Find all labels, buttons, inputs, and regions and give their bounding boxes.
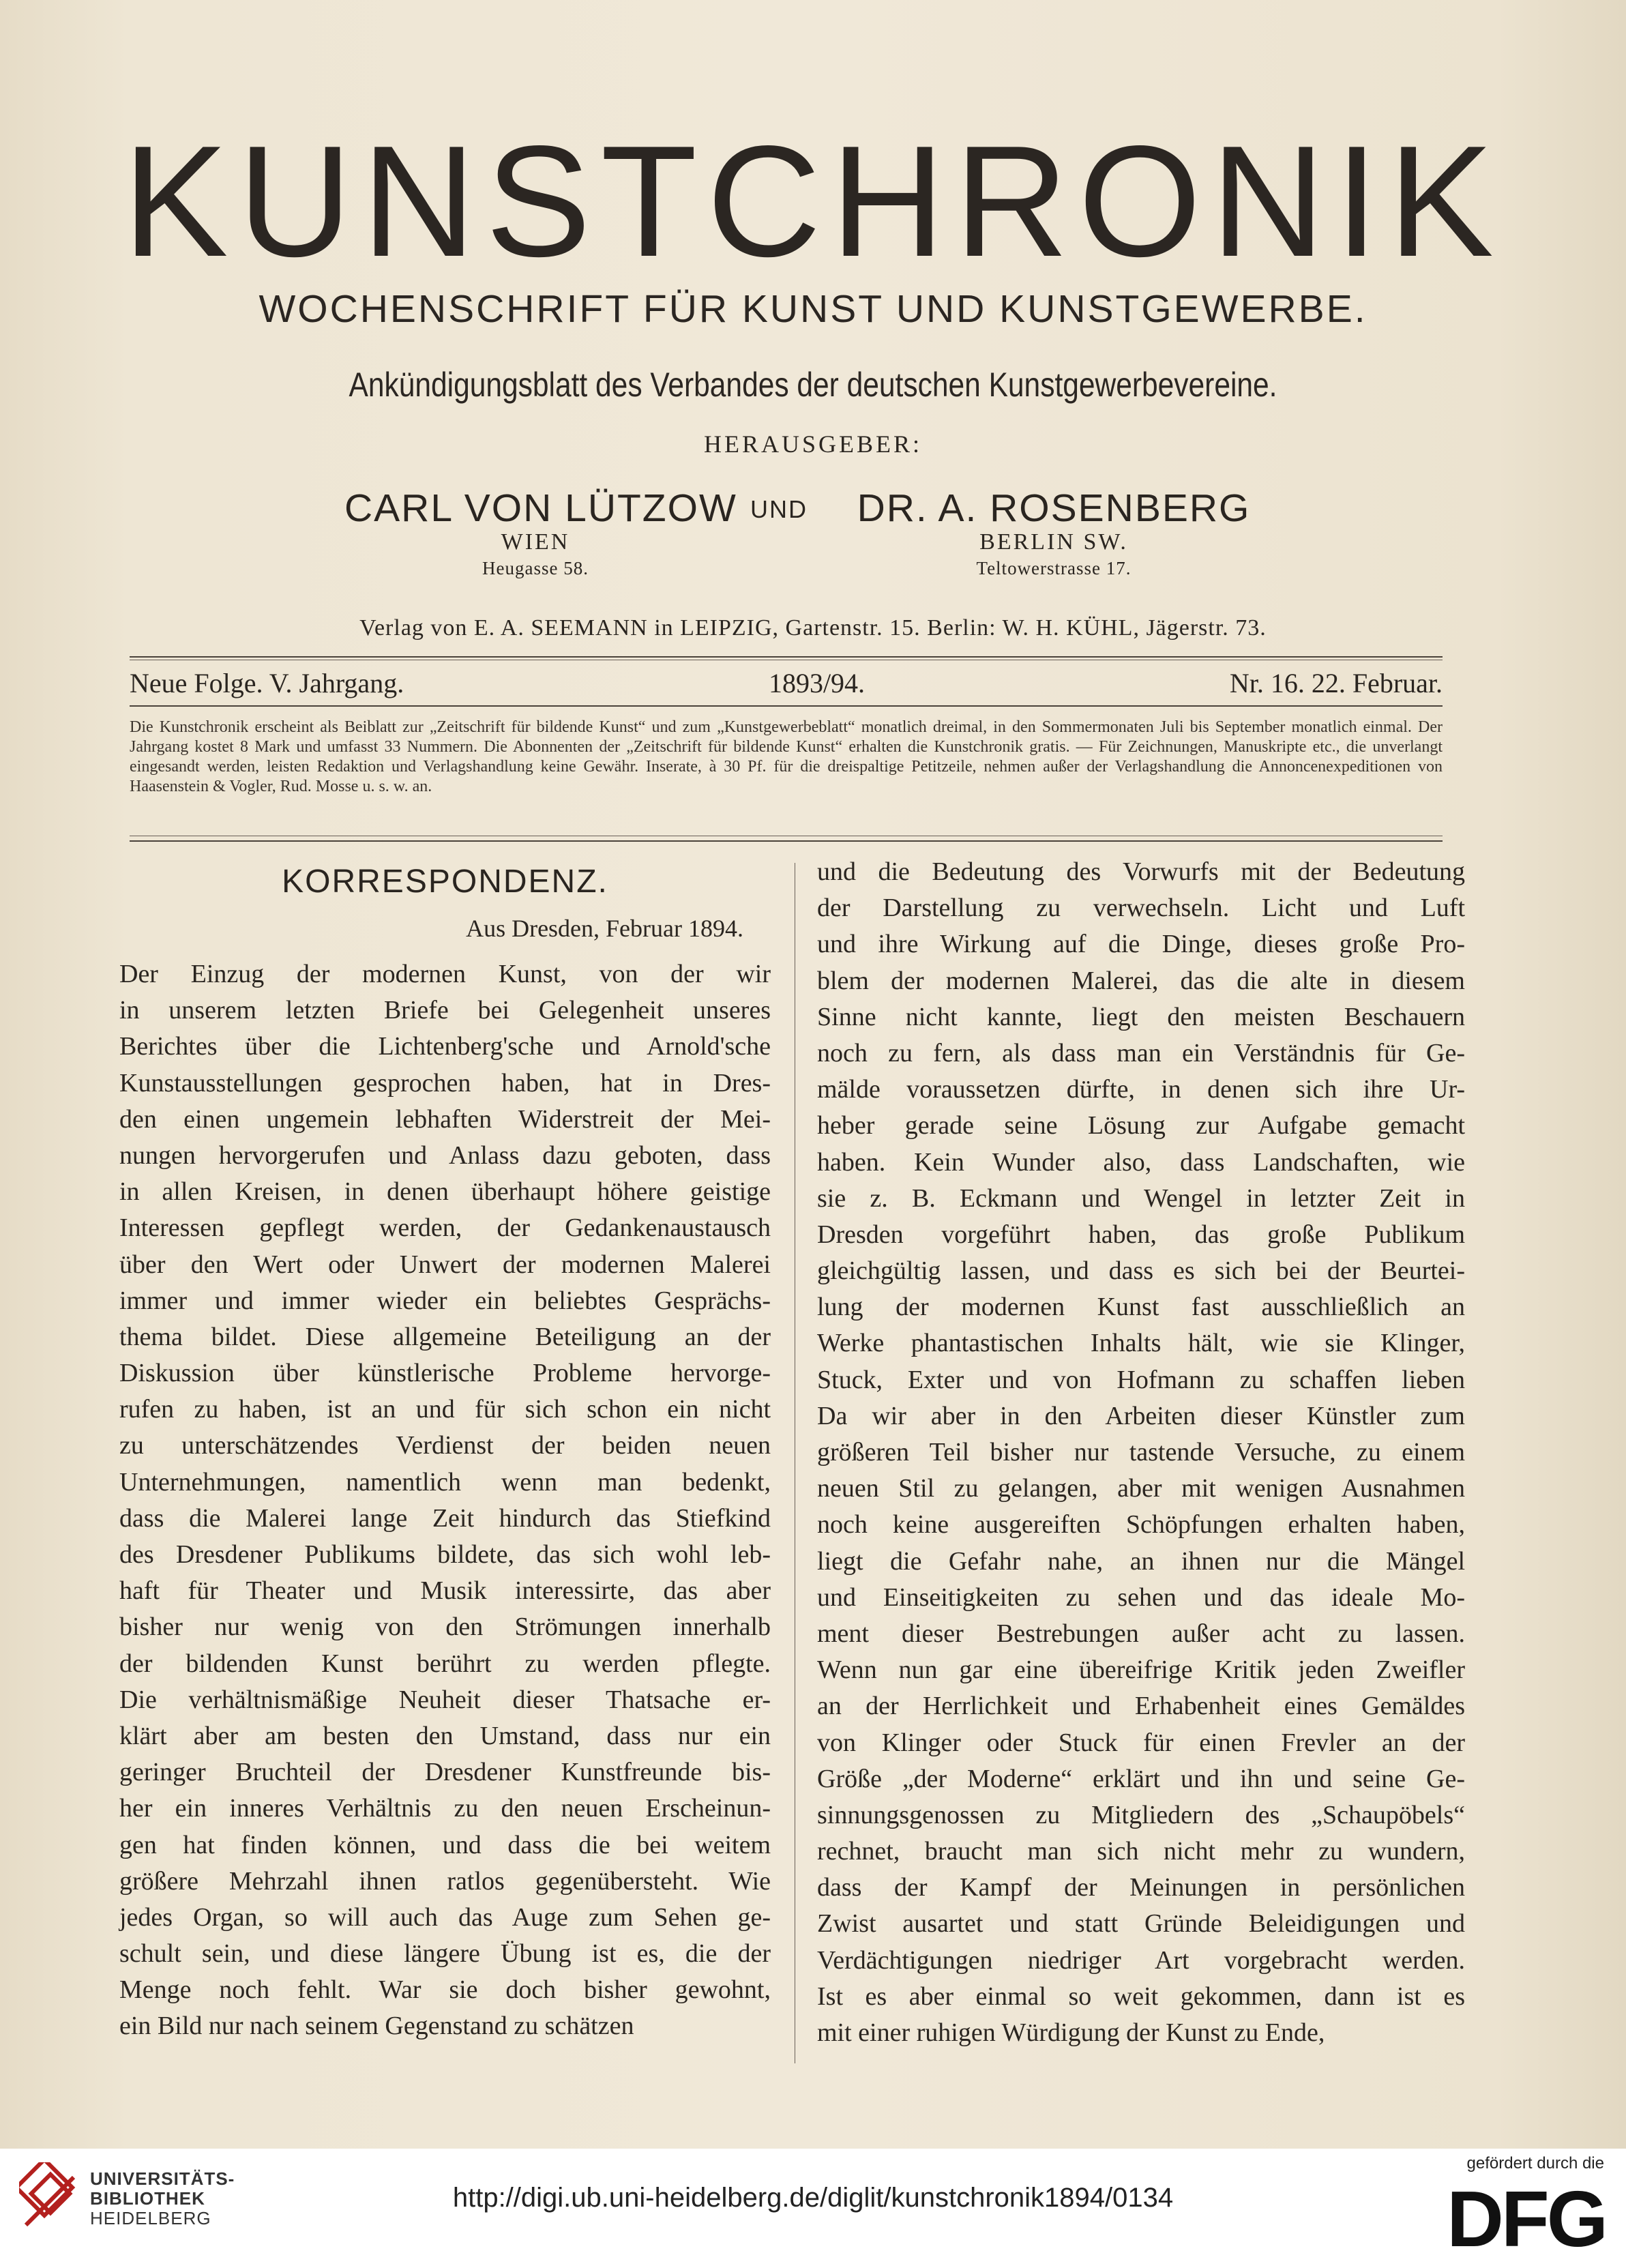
article-left-column [119, 956, 771, 2045]
text-line: nungen hervorgerufen und Anlass dazu geboten, dass [119, 1140, 771, 1170]
text-line: in unserem letzten Briefe bei Gelegenheit unseres [119, 996, 771, 1025]
text-line: ment dieser Bestrebungen außer acht zu lassen. [817, 1619, 1465, 1648]
issue-number: Nr. 16. 22. Februar. [1229, 668, 1443, 698]
text-line: blem der modernen Malerei, das die alte in diesem [817, 966, 1465, 995]
text-line: neuen Stil zu gelangen, aber mit wenigen Ausnahmen [817, 1474, 1465, 1503]
editor-address: Teltowerstrasse 17. [976, 558, 1132, 578]
text-line: lung der modernen Kunst fast ausschließlich an [817, 1293, 1465, 1322]
text-line: den einen ungemein lebhaften Widerstreit der Mei- [119, 1104, 771, 1134]
dateline: Aus Dresden, Februar 1894. [466, 915, 743, 942]
text-line: von Klinger oder Stuck für einen Frevler an der [817, 1728, 1465, 1757]
library-name-line: BIBLIOTHEK [90, 2188, 205, 2209]
text-line: größeren Teil bisher nur tastende Versuche, zu einem [817, 1438, 1465, 1467]
notice-rule-thick [130, 840, 1443, 842]
text-line: und die Bedeutung des Vorwurfs mit der Bedeutung [817, 857, 1465, 886]
editor-city: WIEN [501, 529, 570, 555]
text-line: gen hat finden können, und dass die bei weitem [119, 1830, 771, 1859]
publisher-label: HERAUSGEBER: [703, 430, 923, 458]
issue-series: Neue Folge. V. Jahrgang. [130, 668, 404, 698]
editor-address: Heugasse 58. [482, 558, 589, 578]
text-line: größere Mehrzahl ihnen ratlos gegenübersteht. Wie [119, 1866, 771, 1896]
text-line: Dresden vorgeführt haben, das große Publikum [817, 1220, 1465, 1249]
editor-connector: UND [750, 495, 808, 523]
source-url-link[interactable]: http://digi.ub.uni-heidelberg.de/diglit/kunstchronik1894/0134 [452, 2183, 1174, 2213]
text-line: rufen zu haben, ist an und für sich schon ein nicht [119, 1395, 771, 1424]
text-line: noch keine ausgereiften Schöpfungen erhalten haben, [817, 1510, 1465, 1540]
text-line: und ihre Wirkung auf die Dinge, dieses große Pro- [817, 930, 1465, 959]
header-rule-top [130, 656, 1443, 658]
publisher-line: Verlag von E. A. SEEMANN in LEIPZIG, Gartenstr. 15. Berlin: W. H. KÜHL, Jägerstr. 73. [359, 615, 1267, 640]
text-line: Werke phantastischen Inhalts hält, wie sie Klinger, [817, 1329, 1465, 1358]
editor-city: BERLIN SW. [979, 529, 1128, 555]
text-line: Interessen gepflegt werden, der Gedankenaustausch [119, 1213, 771, 1243]
text-line: schult sein, und diese längere Übung ist es, die der [119, 1939, 771, 1969]
editor-luetzow [344, 486, 737, 579]
text-line: Zwist ausartet und statt Gründe Beleidigungen und [817, 1909, 1465, 1939]
editor-name: DR. A. ROSENBERG [857, 486, 1251, 530]
dfg-logo: DFG [1447, 2175, 1606, 2263]
masthead-title: KUNSTCHRONIK [122, 113, 1504, 290]
article-right-column [817, 854, 1465, 2051]
text-line: Stuck, Exter und von Hofmann zu schaffen lieben [817, 1365, 1465, 1394]
text-line: sinnungsgenossen zu Mitgliedern des „Schaupöbels“ [817, 1800, 1465, 1829]
text-line: geringer Bruchteil der Dresdener Kunstfreunde bis- [119, 1758, 771, 1787]
text-line: rechnet, braucht man sich nicht mehr zu wundern, [817, 1837, 1465, 1866]
text-line: an der Herrlichkeit und Erhabenheit eines Gemäldes [817, 1692, 1465, 1721]
funder-label: gefördert durch die [1466, 2154, 1604, 2173]
text-line: mit einer ruhigen Würdigung der Kunst zu Ende, [817, 2018, 1325, 2047]
section-heading: KORRESPONDENZ. [282, 864, 608, 900]
text-line: in allen Kreisen, in denen überhaupt höhere geistige [119, 1177, 771, 1207]
text-line: Diskussion über künstlerische Probleme hervorge- [119, 1359, 771, 1388]
text-line: dass die Malerei lange Zeit hindurch das Stiefkind [119, 1503, 771, 1533]
text-line: der Darstellung zu verwechseln. Licht und Luft [817, 894, 1465, 923]
text-line: bisher nur wenig von den Strömungen innerhalb [119, 1612, 771, 1642]
editor-rosenberg [856, 486, 1252, 579]
text-line: über den Wert oder Unwert der modernen Malerei [119, 1250, 771, 1279]
text-line: zu unterschätzendes Verdienst der beiden neuen [119, 1431, 771, 1460]
library-name-line: UNIVERSITÄTS- [90, 2168, 235, 2189]
text-line: klärt aber am besten den Umstand, dass nur ein [119, 1721, 771, 1750]
text-line: noch zu fern, als dass man ein Verständnis für Ge- [817, 1038, 1465, 1067]
issue-rule [130, 705, 1443, 707]
text-line: Verdächtigungen niedriger Art vorgebracht werden. [817, 1945, 1465, 1975]
text-line: thema bildet. Diese allgemeine Beteiligung an der [119, 1322, 771, 1351]
text-line: Berichtes über die Lichtenberg'sche und Arnold'sche [119, 1032, 771, 1061]
library-name-line: HEIDELBERG [90, 2208, 211, 2228]
text-line: gleichgültig lassen, und dass es sich bei der Beurtei- [817, 1256, 1465, 1286]
text-line: der bildenden Kunst berührt zu werden pflegte. [119, 1649, 771, 1678]
text-line: Unternehmungen, namentlich wenn man bedenkt, [119, 1467, 771, 1497]
masthead-subtitle: WOCHENSCHRIFT FÜR KUNST UND KUNSTGEWERBE. [258, 287, 1368, 331]
text-line: Wenn nun gar eine übereifrige Kritik jeden Zweifler [817, 1655, 1465, 1685]
text-line: des Dresdener Publikums bildete, das sich wohl leb- [119, 1540, 771, 1569]
text-line: Größe „der Moderne“ erklärt und ihn und seine Ge- [817, 1764, 1465, 1793]
text-line: haben. Kein Wunder also, dass Landschaften, wie [817, 1147, 1465, 1177]
issue-year: 1893/94. [768, 668, 866, 698]
text-line: heber gerade seine Lösung zur Aufgabe gemacht [817, 1111, 1465, 1140]
text-line: haft für Theater und Musik interessirte, das aber [119, 1576, 771, 1606]
text-line: Sinne nicht kannte, liegt den meisten Beschauern [817, 1002, 1465, 1031]
issue-line [130, 667, 1443, 699]
announcement-line: Ankündigungsblatt des Verbandes der deutschen Kunstgewerbevereine. [349, 366, 1277, 404]
text-line: Der Einzug der modernen Kunst, von der wir [119, 960, 771, 988]
text-line: Ist es aber einmal so weit gekommen, dann ist es [817, 1982, 1465, 2011]
text-line: Die verhältnismäßige Neuheit dieser Thatsache er- [119, 1685, 771, 1714]
editor-name: CARL VON LÜTZOW [344, 486, 737, 530]
text-line: sie z. B. Eckmann und Wengel in letzter Zeit in [817, 1183, 1465, 1213]
text-line: und Einseitigkeiten zu sehen und das ideale Mo- [817, 1582, 1465, 1612]
text-line: jedes Organ, so will auch das Auge zum Sehen ge- [119, 1902, 771, 1932]
text-line: Kunstausstellungen gesprochen haben, hat in Dres- [119, 1068, 771, 1098]
text-line: ein Bild nur nach seinem Gegenstand zu schätzen [119, 2012, 634, 2041]
text-line: her ein inneres Verhältnis zu den neuen Erscheinun- [119, 1794, 771, 1823]
text-line: dass der Kampf der Meinungen in persönlichen [817, 1873, 1465, 1902]
text-line: Menge noch fehlt. War sie doch bisher gewohnt, [119, 1975, 771, 2005]
text-line: Da wir aber in den Arbeiten dieser Künstler zum [817, 1401, 1465, 1430]
text-line: liegt die Gefahr nahe, an ihnen nur die Mängel [817, 1546, 1465, 1576]
text-line: immer und immer wieder ein beliebtes Gesprächs- [119, 1286, 771, 1315]
subscription-notice: Die Kunstchronik erscheint als Beiblatt zur „Zeitschrift für bildende Kunst“ und zum „Kunstgewerbeblatt“ monatlich dreimal, in den Sommermonaten Juli bis September monatlich einmal. Der Jahrgang kostet 8 Mark und umfasst 33 Nummern. Die Abonnenten der „Zeitschrift für bildende Kunst“ erhalten die Kunstchronik gratis. — Für Zeichnungen, Manuskripte etc., die unverlangt eingesandt werden, leisten Redaktion und Verlagshandlung keine Gewähr. Inserate, à 30 Pf. für die dreispaltige Petitzeile, nehmen außer der Verlagshandlung die Annoncenexpeditionen von Haasenstein & Vogler, Rud. Mosse u. s. w. an. [130, 718, 1443, 795]
text-line: mälde voraussetzen dürfte, in denen sich ihre Ur- [817, 1075, 1465, 1104]
